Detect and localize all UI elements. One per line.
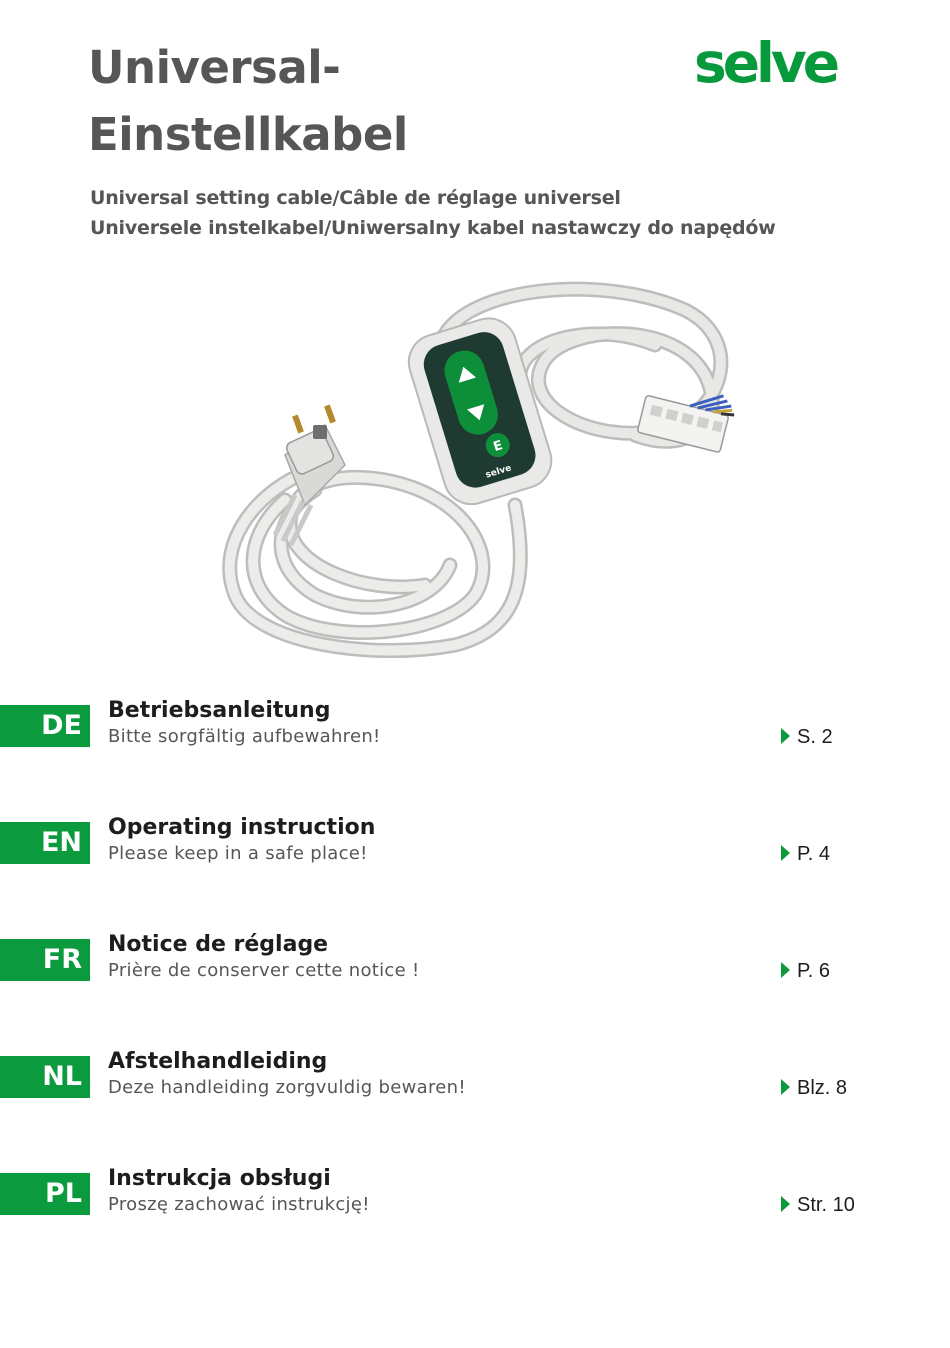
section-en[interactable] bbox=[0, 814, 950, 894]
section-subtitle: Bitte sorgfältig aufbewahren! bbox=[108, 726, 381, 747]
section-title: Afstelhandleiding bbox=[108, 1049, 328, 1074]
subtitle-line-2 bbox=[90, 213, 776, 243]
section-pl[interactable] bbox=[0, 1165, 950, 1245]
arrow-right-icon bbox=[781, 728, 790, 744]
section-nl[interactable] bbox=[0, 1048, 950, 1128]
section-title: Operating instruction bbox=[108, 815, 376, 840]
section-title: Instrukcja obsługi bbox=[108, 1166, 331, 1191]
section-subtitle: Prière de conserver cette notice ! bbox=[108, 960, 420, 981]
lang-tab-fr: FR bbox=[0, 939, 90, 981]
setting-cable-photo bbox=[215, 265, 755, 670]
lang-tab-en: EN bbox=[0, 822, 90, 864]
arrow-right-icon bbox=[781, 1079, 790, 1095]
arrow-right-icon bbox=[781, 1196, 790, 1212]
page-reference-label: S. 2 bbox=[797, 726, 833, 748]
subtitle-en: Universal setting cable bbox=[90, 187, 333, 209]
subtitle-nl: Universele instelkabel bbox=[90, 217, 325, 239]
title-line-2: Einstellkabel bbox=[88, 108, 408, 161]
page-reference-label: Blz. 8 bbox=[797, 1077, 848, 1099]
section-fr[interactable] bbox=[0, 931, 950, 1011]
section-subtitle: Proszę zachować instrukcję! bbox=[108, 1194, 370, 1215]
lang-tab-de: DE bbox=[0, 705, 90, 747]
page-reference-label: Str. 10 bbox=[797, 1194, 855, 1216]
subtitle-separator: / bbox=[332, 187, 340, 209]
page-reference[interactable] bbox=[781, 1193, 855, 1217]
page-reference[interactable] bbox=[781, 959, 830, 983]
section-title: Betriebsanleitung bbox=[108, 698, 331, 723]
subtitle-fr: Câble de réglage universel bbox=[339, 187, 621, 209]
section-title: Notice de réglage bbox=[108, 932, 329, 957]
arrow-right-icon bbox=[781, 845, 790, 861]
page-reference-label: P. 4 bbox=[797, 843, 830, 865]
section-de[interactable] bbox=[0, 697, 950, 777]
page-reference[interactable] bbox=[781, 1076, 847, 1100]
remote-enter-button-label: E bbox=[491, 438, 505, 456]
section-subtitle: Please keep in a safe place! bbox=[108, 843, 368, 864]
subtitle-pl: Uniwersalny kabel nastawczy do napędów bbox=[330, 217, 776, 239]
subtitle-separator: / bbox=[324, 217, 331, 239]
page-reference-label: P. 6 bbox=[797, 960, 830, 982]
lang-tab-pl: PL bbox=[0, 1173, 90, 1215]
selve-logo: selve bbox=[694, 31, 837, 95]
lang-tab-nl: NL bbox=[0, 1056, 90, 1098]
page-reference[interactable] bbox=[781, 842, 830, 866]
document-title bbox=[88, 34, 408, 168]
remote-brand-label: selve bbox=[484, 463, 513, 481]
title-line-1: Universal- bbox=[88, 41, 341, 94]
subtitle-line-1 bbox=[90, 183, 776, 213]
section-subtitle: Deze handleiding zorgvuldig bewaren! bbox=[108, 1077, 466, 1098]
page-reference[interactable] bbox=[781, 725, 833, 749]
document-subtitle bbox=[90, 183, 776, 243]
arrow-right-icon bbox=[781, 962, 790, 978]
